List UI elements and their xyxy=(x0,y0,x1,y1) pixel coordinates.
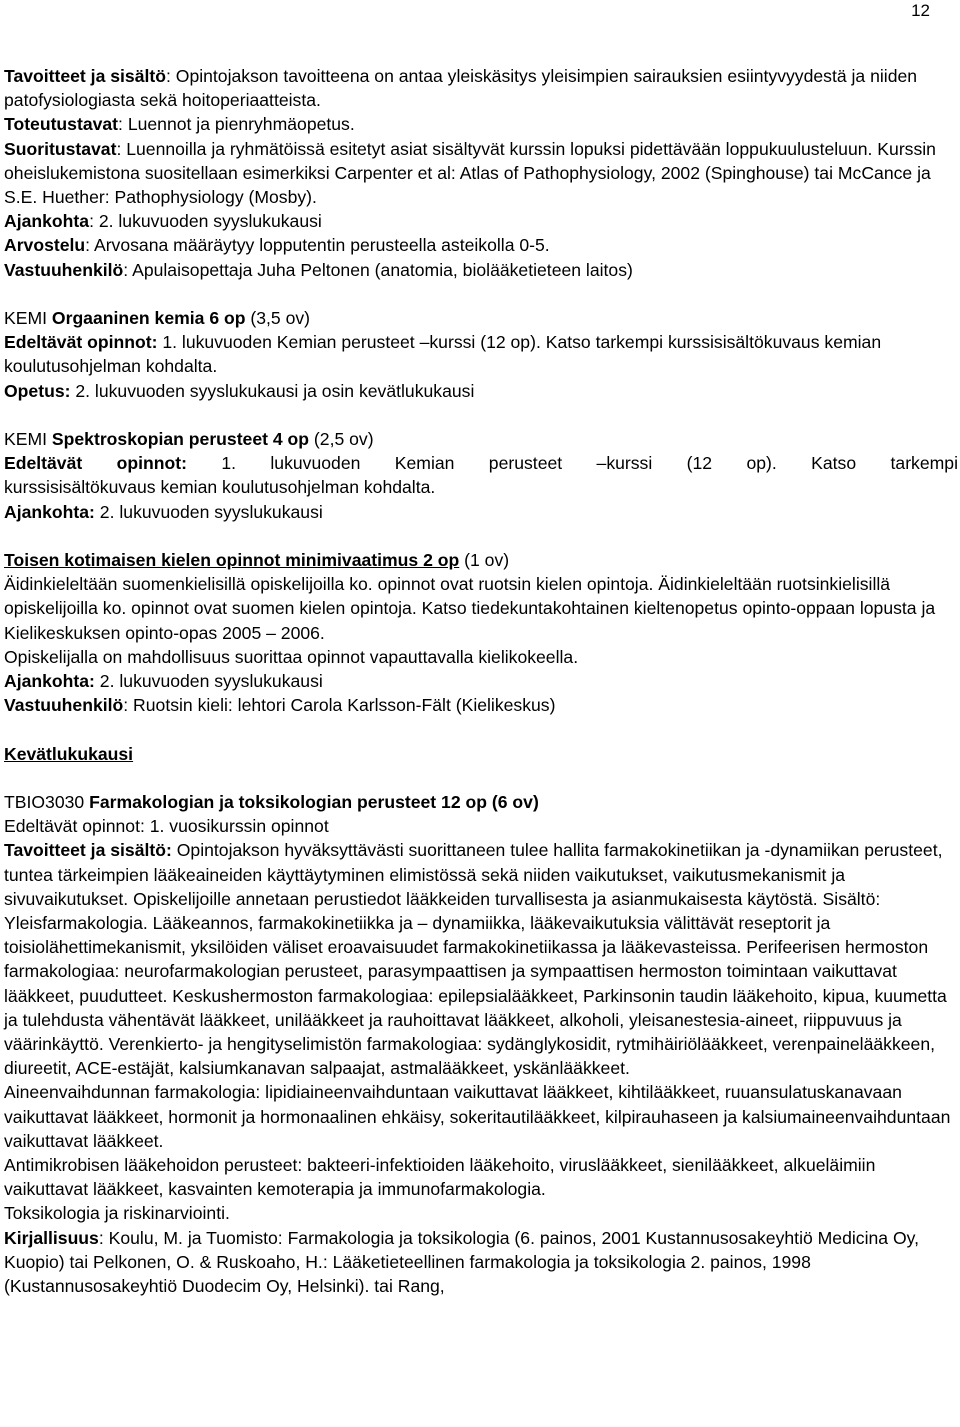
goals-paragraph xyxy=(4,64,958,112)
goals-paragraph xyxy=(4,838,958,1080)
section-pathophysiology xyxy=(4,64,958,282)
literature-paragraph xyxy=(4,1226,958,1299)
prerequisites-paragraph xyxy=(4,330,958,378)
prerequisites-text: 1. lukuvuoden Kemian perusteet –kurssi (12 op). Katso tarkempi kurssisisältökuvaus kemian koulutusohjelman kohdalta. xyxy=(4,332,882,377)
toxicology-line: Toksikologia ja riskinarviointi. xyxy=(4,1203,230,1224)
course-code: KEMI xyxy=(4,429,52,450)
timing-text: 2. lukuvuoden syyslukukausi xyxy=(94,501,323,522)
section-pharmacology xyxy=(4,790,958,1298)
literature-text: : Koulu, M. ja Tuomisto: Farmakologia ja toksikologia (6. painos, 2001 Kustannusosakeyhtiö Medicina Oy, Kuopio) tai Pelkonen, O. & Ruskoaho, H.: Lääketieteellinen farmakologia ja toksikologia 2. painos, 1998 (Kustannusosakeyhtiö Duodecim Oy, Helsinki). tai Rang, xyxy=(4,1227,920,1297)
teaching-line xyxy=(4,379,958,403)
timing-line xyxy=(4,209,958,233)
section-second-language xyxy=(4,548,958,717)
course-title: Toisen kotimaisen kielen opinnot minimivaatimus 2 op xyxy=(4,550,460,571)
timing-text: : 2. lukuvuoden syyslukukausi xyxy=(89,211,322,232)
evaluation-text: : Arvosana määräytyy lopputentin perusteella asteikolla 0-5. xyxy=(85,235,550,256)
course-title: Orgaaninen kemia 6 op xyxy=(51,308,246,329)
performance-text: : Luennoilla ja ryhmätöissä esitetyt asiat sisältyvät kurssin lopuksi pidettävään loppukuulusteluun. Kurssin oheislukemistona suositellaan esimerkiksi Carpenter et al: Atlas of Pathophysiology, 2002 (Spinghouse) tai McCance ja S.E. Huether: Pathophysiology (Mosby). xyxy=(4,138,936,208)
goals-label: Tavoitteet ja sisältö: xyxy=(4,840,172,861)
prerequisites-text: 1. lukuvuoden Kemian perusteet –kurssi (12 op). Katso tarkempi xyxy=(186,453,958,474)
prerequisites-label: Edeltävät opinnot: xyxy=(4,453,187,474)
course-title: Spektroskopian perusteet 4 op xyxy=(51,429,310,450)
implementation-text: : Luennot ja pienryhmäopetus. xyxy=(118,114,355,135)
course-title-line xyxy=(4,790,958,814)
responsible-label: Vastuuhenkilö xyxy=(4,259,124,280)
responsible-text: : Ruotsin kieli: lehtori Carola Karlsson-Fält (Kielikeskus) xyxy=(123,695,556,716)
evaluation-line xyxy=(4,233,958,257)
timing-label: Ajankohta: xyxy=(4,501,95,522)
evaluation-label: Arvostelu xyxy=(4,235,86,256)
section-organic-chemistry xyxy=(4,306,958,403)
course-title-line xyxy=(4,306,958,330)
timing-line xyxy=(4,669,958,693)
performance-paragraph xyxy=(4,137,958,210)
literature-label: Kirjallisuus xyxy=(4,1227,99,1248)
page-number: 12 xyxy=(911,1,930,20)
performance-label: Suoritustavat xyxy=(4,138,117,159)
course-title: Farmakologian ja toksikologian perusteet 12 op (6 ov) xyxy=(89,792,539,813)
implementation-line xyxy=(4,112,958,136)
spring-term-heading: Kevätlukukausi xyxy=(4,743,134,764)
responsible-text: : Apulaisopettaja Juha Peltonen (anatomia, biolääketieteen laitos) xyxy=(123,259,633,280)
course-code: TBIO3030 xyxy=(4,792,90,813)
course-credits: (3,5 ov) xyxy=(245,308,311,329)
antimicrobial-paragraph: Antimikrobisen lääkehoidon perusteet: bakteeri-infektioiden lääkehoito, viruslääkkeet, sienilääkkeet, alkueläimiin vaikuttavat lääkkeet, kasvainten kemoterapia ja immunofarmakologia. xyxy=(4,1155,876,1200)
prerequisites-label: Edeltävät opinnot: xyxy=(4,332,158,353)
prerequisites-line-2: kurssisisältökuvaus kemian koulutusohjelman kohdalta. xyxy=(4,477,436,498)
responsible-line xyxy=(4,258,958,282)
metabolism-paragraph: Aineenvaihdunnan farmakologia: lipidiaineenvaihduntaan vaikuttavat lääkkeet, kihtilääkkeet, ruuansulatuskanavaan vaikuttavat lääkkeet, hormonit ja hormonaalinen ehkäisy, sokeritautilääkkeet, kilpirauhaseen ja kalsiumaineenvaihduntaan vaikuttavat lääkkeet. xyxy=(4,1082,951,1151)
course-title-line xyxy=(4,427,958,451)
prerequisites-line xyxy=(4,451,958,475)
prerequisites-line: Edeltävät opinnot: 1. vuosikurssin opinnot xyxy=(4,816,329,837)
timing-text: 2. lukuvuoden syyslukukausi xyxy=(94,671,323,692)
timing-label: Ajankohta: xyxy=(4,671,95,692)
teaching-label: Opetus: xyxy=(4,380,71,401)
section-spectroscopy xyxy=(4,427,958,524)
responsible-label: Vastuuhenkilö xyxy=(4,695,124,716)
exemption-line: Opiskelijalla on mahdollisuus suorittaa opinnot vapauttavalla kielikokeella. xyxy=(4,646,579,667)
document-body xyxy=(4,64,958,1298)
goals-text: : Opintojakson tavoitteena on antaa yleiskäsitys yleisimpien sairauksien esiintyvyydestä ja niiden patofysiologiasta sekä hoitoperiaatteista. xyxy=(4,66,918,111)
goals-text: Opintojakson hyväksyttävästi suorittaneen tulee hallita farmakokinetiikan ja -dynamiikan perusteet, tuntea tärkeimpien lääkeaineiden käyttäytyminen elimistössä sekä niiden vaikutukset, vaikutusmekanismit ja sivuvaikutukset. Opiskelijoille annetaan perustiedot lääkkeiden turvallisesta ja asianmukaisesta käytöstä. Sisältö: Yleisfarmakologia. Lääkeannos, farmakokinetiikka ja – dynamiikka, lääkevaikutuksia välittävät reseptorit ja toisiolähettimekanismit, yksilöiden väliset eroavaisuudet farmakokinetiikassa ja lääkevasteissa. Perifeerisen hermoston farmakologiaa: neurofarmakologian perusteet, parasympaattisen ja sympaattisen hermoston toimintaan vaikuttavat lääkkeet, puudutteet. Keskushermoston farmakologiaa: epilepsialääkkeet, Parkinsonin taudin lääkehoito, kipua, kuumetta ja tulehdusta vähentävät lääkkeet, unilääkkeet ja rauhoittavat lääkkeet, alkoholi, yleisanestesia-aineet, riippuvuus ja väärinkäyttö. Verenkierto- ja hengityselimistön farmakologiaa: sydänglykosidit, rytmihäiriölääkkeet, verenpainelääkkeen, diureetit, ACE-estäjät, kalsiumkanavan salpaajat, astmalääkkeet, yskänlääkkeet. xyxy=(4,840,947,1079)
course-credits: (1 ov) xyxy=(459,550,510,571)
goals-label: Tavoitteet ja sisältö xyxy=(4,66,166,86)
language-paragraph: Äidinkieleltään suomenkielisillä opiskelijoilla ko. opinnot ovat ruotsin kielen opintoja. Äidinkieleltään ruotsinkielisillä opiskelijoilla ko. opinnot ovat suomen kielen opintoja. Katso tiedekuntakohtainen kieltenopetus opinto-oppaan lopusta ja Kielikeskuksen opinto-opas 2005 – 2006. xyxy=(4,574,936,643)
timing-label: Ajankohta xyxy=(4,211,90,232)
course-title-line xyxy=(4,548,958,572)
course-credits: (2,5 ov) xyxy=(309,429,374,450)
implementation-label: Toteutustavat xyxy=(4,114,119,135)
timing-line xyxy=(4,500,958,524)
course-code: KEMI xyxy=(4,308,52,329)
teaching-text: 2. lukuvuoden syyslukukausi ja osin kevätlukukausi xyxy=(70,380,475,401)
responsible-line xyxy=(4,693,958,717)
